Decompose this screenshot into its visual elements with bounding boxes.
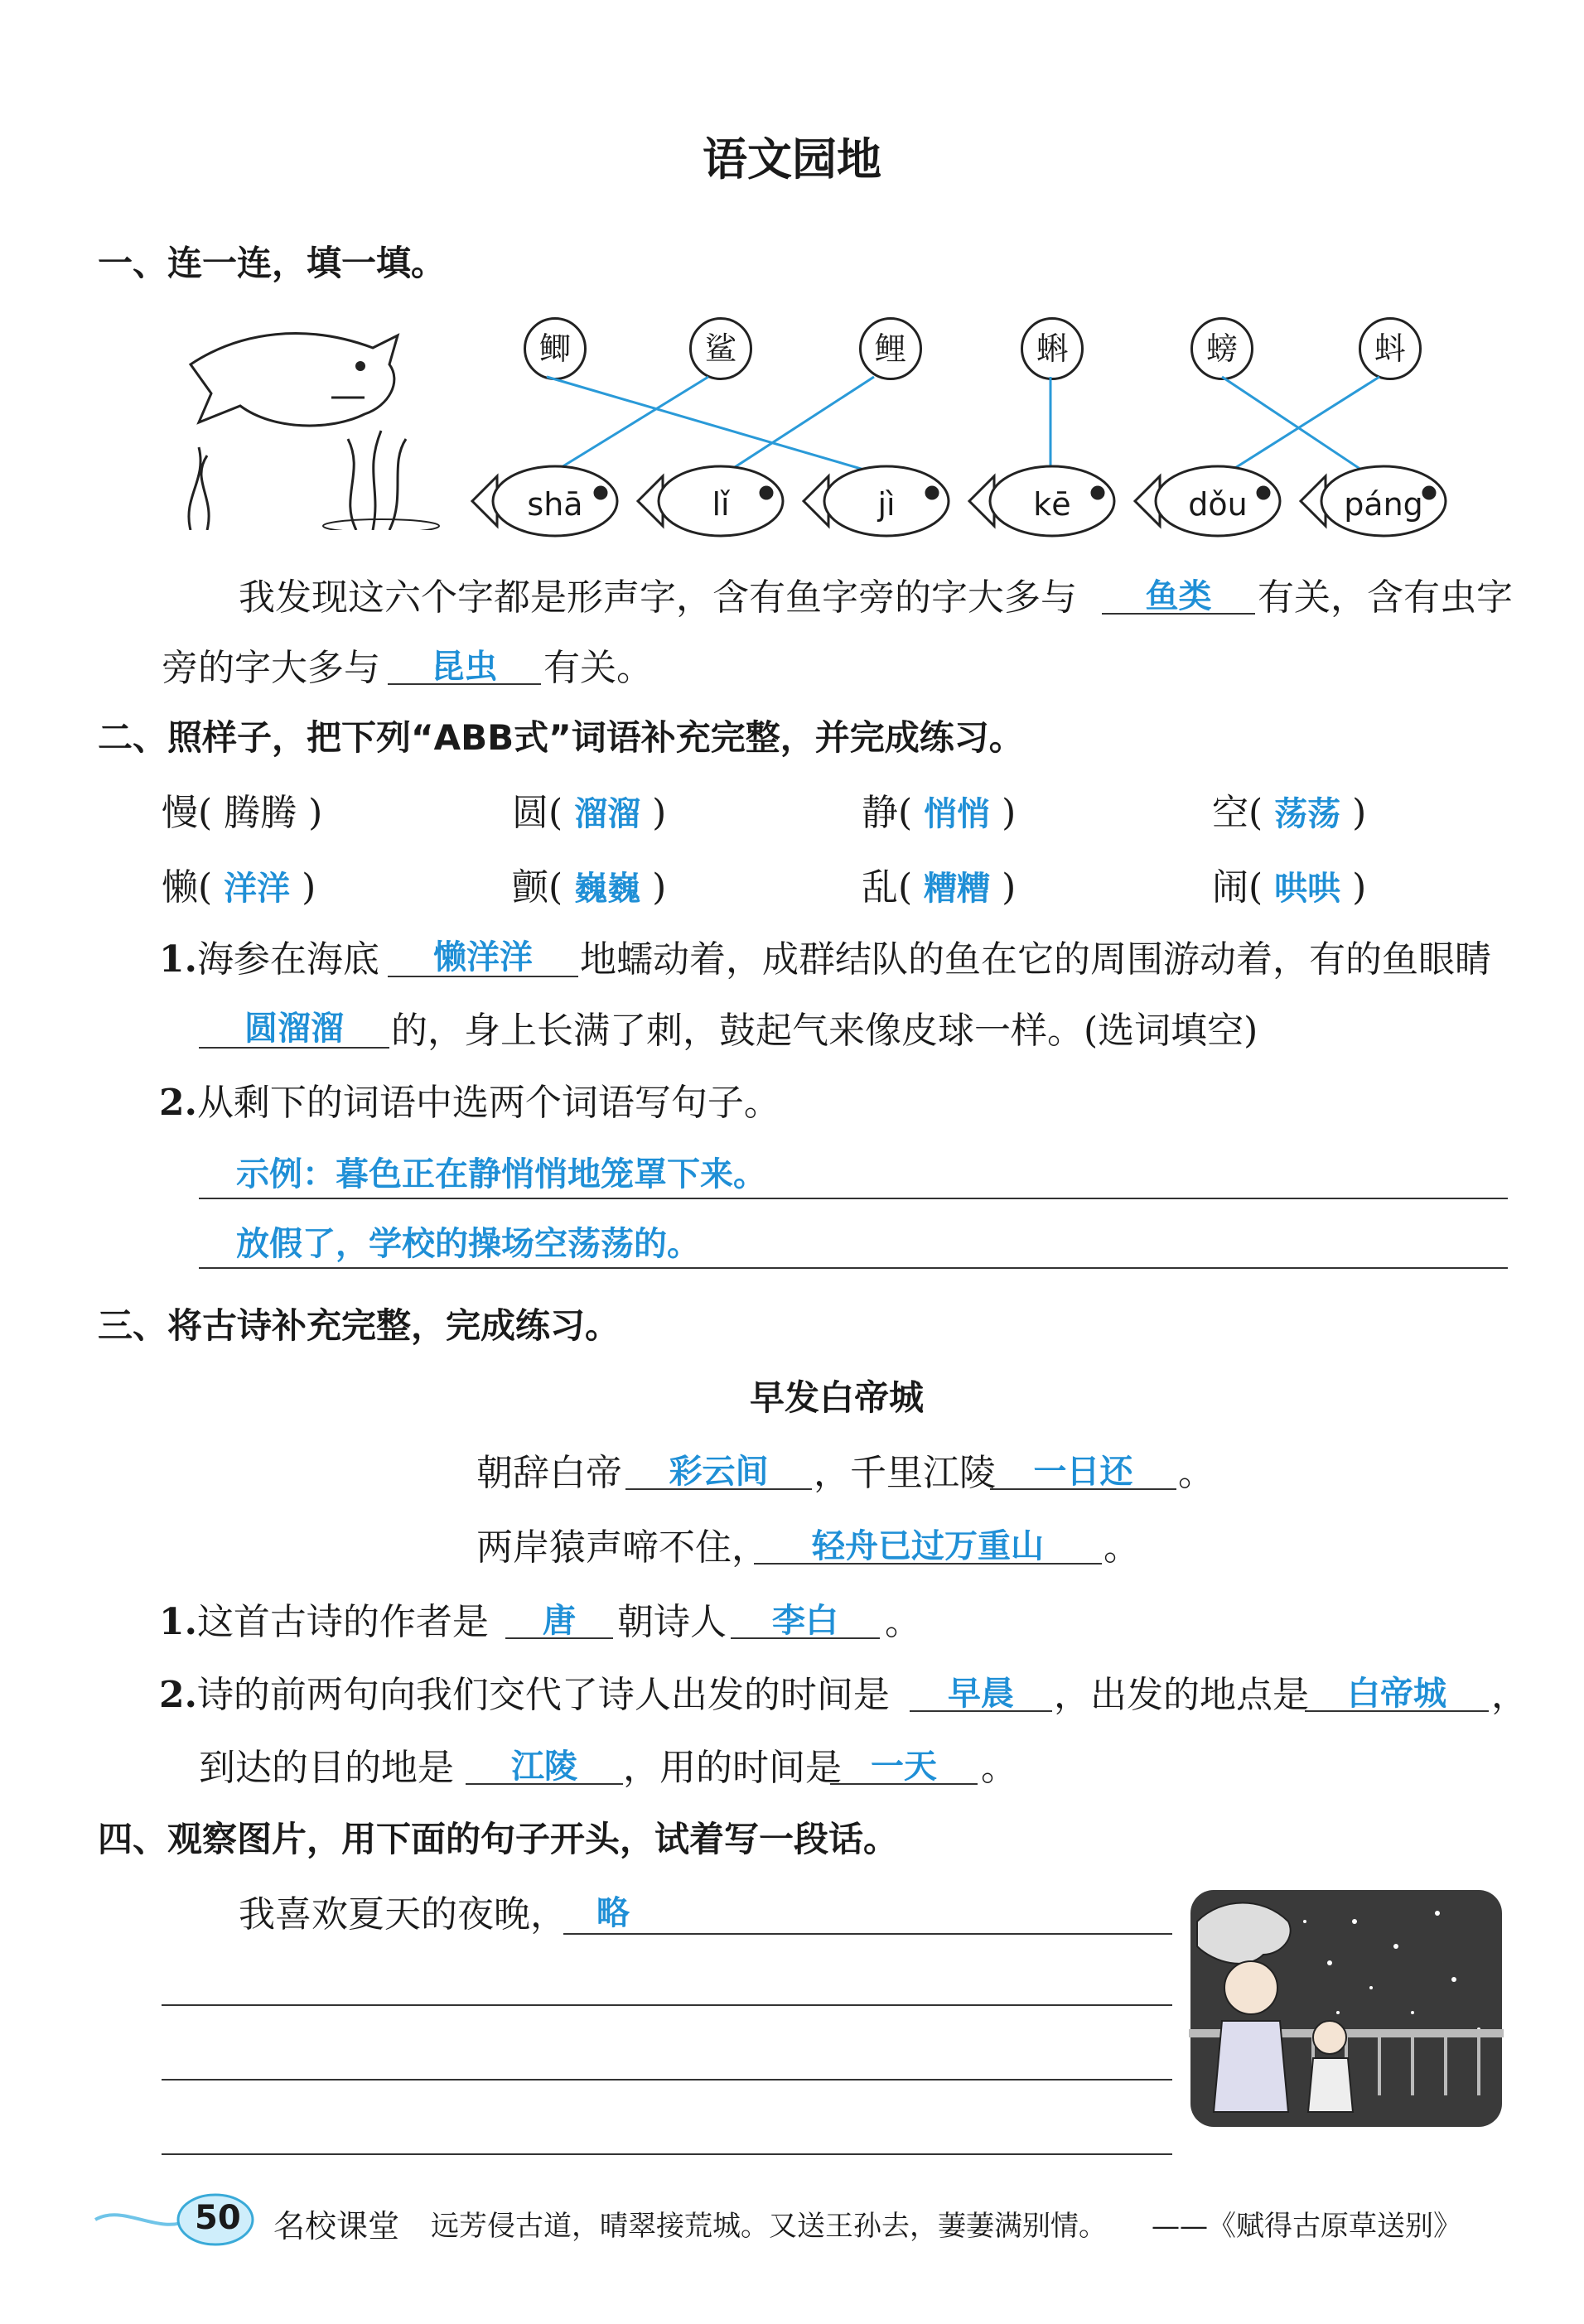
brand-name: 名校课堂 xyxy=(273,2208,400,2244)
s3-q1-pre: 1.这首古诗的作者是 xyxy=(159,1601,489,1643)
s2-q1-mid: 地蠕动着，成群结队的鱼在它的周围游动着，有的鱼眼睛 xyxy=(580,938,1491,981)
section-3-heading: 三、将古诗补充完整，完成练习。 xyxy=(98,1305,621,1346)
char-circle-li: 鲤 xyxy=(859,317,922,380)
pinyin-dou: dǒu xyxy=(1188,486,1248,523)
s1-answer2: 昆虫 xyxy=(431,648,498,686)
s1-blank2 xyxy=(388,640,541,685)
poem-blank2: 一日还 xyxy=(990,1445,1176,1490)
s3-q2-blank4: 一天 xyxy=(830,1740,978,1785)
pinyin-sha: shā xyxy=(527,486,583,523)
s1-sentence2-post: 有关。 xyxy=(543,647,653,689)
s3-q2-blank3: 江陵 xyxy=(466,1740,623,1785)
page-number: 50 xyxy=(195,2199,241,2237)
char-circle-sha: 鲨 xyxy=(689,317,752,380)
abb-item: 颤( 巍巍 ) xyxy=(512,866,667,909)
char-circle-pang: 螃 xyxy=(1190,317,1253,380)
s1-sentence2-pre: 旁的字大多与 xyxy=(162,647,380,689)
s2-q2-answer-line2: 放假了，学校的操场空荡荡的。 xyxy=(199,1217,1508,1269)
s4-line2 xyxy=(162,2037,1172,2081)
footer-source: ——《赋得古原草送别》 xyxy=(1152,2210,1461,2243)
char-circle-dou: 蚪 xyxy=(1359,317,1422,380)
s2-q1-blank1: 懒洋洋 xyxy=(388,931,578,977)
poem-line1-mid: ，千里江陵 xyxy=(814,1452,996,1494)
fish-row xyxy=(464,456,1483,563)
pinyin-li: lǐ xyxy=(712,486,730,523)
poem-title: 早发白帝城 xyxy=(749,1377,924,1418)
poem-line2-pre: 两岸猿声啼不住， xyxy=(476,1526,768,1569)
s4-line3 xyxy=(162,2112,1172,2155)
s2-q2: 2.从剩下的词语中选两个词语写句子。 xyxy=(159,1082,780,1124)
abb-item: 懒( 洋洋 ) xyxy=(162,866,316,909)
s3-q2-mid: ，出发的地点是 xyxy=(1054,1674,1309,1716)
section-2-heading: 二、照样子，把下列“ABB式”词语补充完整，并完成练习。 xyxy=(98,717,1024,758)
abb-item: 静( 悄悄 ) xyxy=(862,792,1017,834)
s4-line0: 略 xyxy=(563,1887,1172,1935)
s4-start: 我喜欢夏天的夜晚， xyxy=(239,1893,567,1936)
poem-blank3: 轻舟已过万重山 xyxy=(754,1520,1102,1565)
pinyin-ji: jì xyxy=(877,486,896,523)
char-circle-ji: 鲫 xyxy=(524,317,587,380)
s1-sentence1-post: 有关，含有虫字 xyxy=(1258,576,1513,619)
s3-q1-blank1: 唐 xyxy=(505,1594,613,1639)
s3-q2-l2-mid: ，用的时间是 xyxy=(623,1747,842,1789)
char-circle-ke: 蝌 xyxy=(1021,317,1084,380)
abb-item: 乱( 糟糟 ) xyxy=(862,866,1017,909)
pinyin-ke: kē xyxy=(1033,486,1071,523)
poem-line1-end: 。 xyxy=(1178,1452,1215,1494)
s3-q2-end: ， xyxy=(1491,1674,1528,1716)
summer-night-illustration xyxy=(1189,1888,1504,2129)
abb-item: 圆( 溜溜 ) xyxy=(512,792,667,834)
s3-q2-l2-end: 。 xyxy=(981,1747,1017,1789)
s1-answer1: 鱼类 xyxy=(1145,577,1212,615)
s4-line1 xyxy=(162,1963,1172,2006)
poem-line1-pre: 朝辞白帝 xyxy=(476,1452,622,1494)
section-1-heading: 一、连一连，填一填。 xyxy=(98,243,447,283)
s3-q1-mid: 朝诗人 xyxy=(617,1601,727,1643)
s3-q1-end: 。 xyxy=(885,1601,921,1643)
s2-q2-answer-line1: 示例：暮色正在静悄悄地笼罩下来。 xyxy=(199,1148,1508,1199)
pinyin-pang: páng xyxy=(1344,486,1423,523)
abb-item: 空( 荡荡 ) xyxy=(1212,792,1367,834)
s2-q1-post: 的，身上长满了刺，鼓起气来像皮球一样。(选词填空) xyxy=(391,1010,1258,1052)
s1-blank1 xyxy=(1102,570,1255,615)
s2-q1-line1: 1.海参在海底 xyxy=(159,938,379,981)
s3-q2-blank2: 白帝城 xyxy=(1305,1667,1489,1712)
s3-q2-pre: 2.诗的前两句向我们交代了诗人出发的时间是 xyxy=(159,1674,890,1716)
poem-blank1: 彩云间 xyxy=(625,1445,812,1490)
footer-quote: 远芳侵古道，晴翠接荒城。又送王孙去，萋萋满别情。 xyxy=(431,2210,1107,2243)
s3-q2-l2-pre: 到达的目的地是 xyxy=(199,1747,454,1789)
abb-item: 慢( 腾腾 ) xyxy=(162,792,323,834)
section-4-heading: 四、观察图片，用下面的句子开头，试着写一段话。 xyxy=(98,1819,899,1859)
abb-item: 闹( 哄哄 ) xyxy=(1212,866,1367,909)
poem-line2-end: 。 xyxy=(1103,1526,1140,1569)
page-title: 语文园地 xyxy=(703,133,881,186)
s3-q2-blank1: 早晨 xyxy=(910,1667,1052,1712)
s2-q1-blank2: 圆溜溜 xyxy=(199,1002,389,1049)
s1-sentence1-pre: 我发现这六个字都是形声字，含有鱼字旁的字大多与 xyxy=(239,576,1077,619)
s3-q1-blank2: 李白 xyxy=(731,1594,880,1639)
